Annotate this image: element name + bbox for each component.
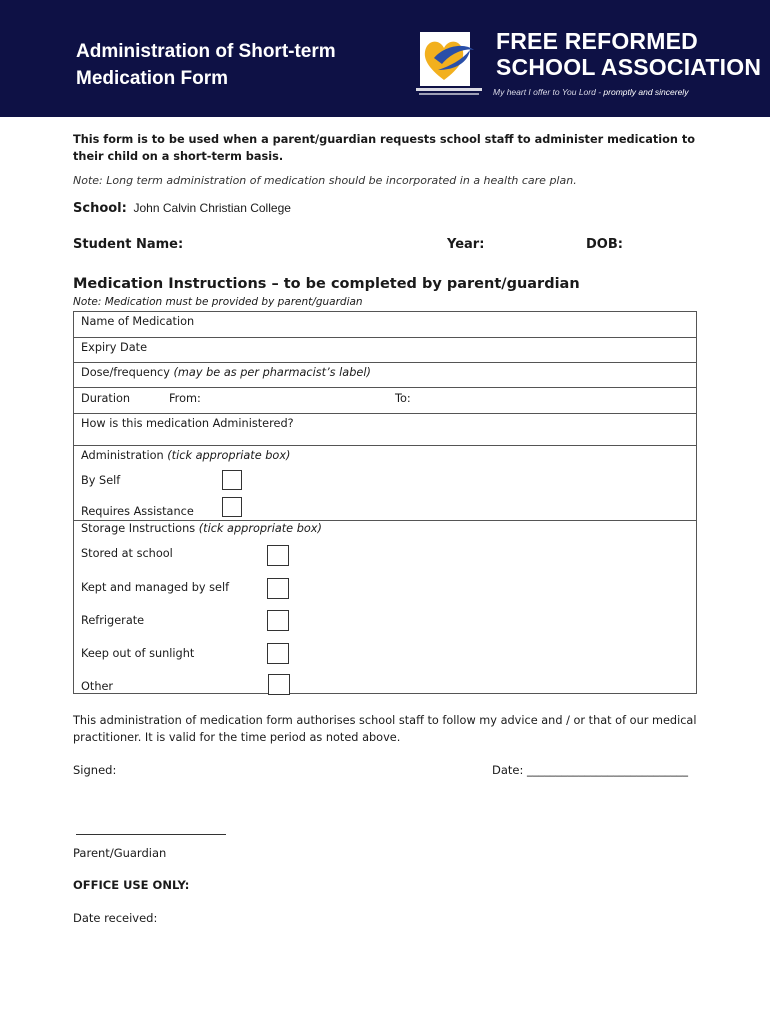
authorisation-text: This administration of medication form authorises school staff to follow my advice and / or that of our medical practitioner. It is valid for the time period as noted above. [73, 714, 697, 744]
storage-sunlight-checkbox[interactable] [267, 643, 289, 664]
signature-line[interactable] [76, 834, 226, 835]
date-received-label: Date received: [73, 911, 158, 925]
expiry-date-row[interactable] [74, 337, 696, 363]
administered-how-label: How is this medication Administered? [81, 417, 294, 430]
school-value: John Calvin Christian College [133, 201, 291, 215]
year-label: Year: [447, 237, 485, 252]
storage-option-school-label: Stored at school [81, 547, 173, 560]
office-use-title: OFFICE USE ONLY: [73, 878, 190, 892]
storage-heading [81, 522, 322, 535]
duration-from-label: From: [169, 392, 201, 405]
storage-self-checkbox[interactable] [267, 578, 289, 599]
medication-name-row[interactable] [74, 312, 696, 338]
dose-frequency-label: Dose/frequency [81, 366, 174, 379]
school-label: School: [73, 201, 127, 216]
intro-note: Note: Long term administration of medication should be incorporated in a health care plan. [73, 174, 577, 187]
organisation-tagline [493, 87, 688, 97]
form-title [76, 38, 376, 92]
medication-name-label: Name of Medication [81, 315, 195, 328]
administered-how-row[interactable] [74, 413, 696, 446]
signed-label: Signed: [73, 763, 117, 777]
intro-text: This form is to be used when a parent/guardian requests school staff to administer medication to their child on a short-term basis. [73, 133, 696, 163]
school-logo-icon [414, 28, 486, 98]
duration-label: Duration [81, 392, 131, 405]
storage-refrigerate-checkbox[interactable] [267, 610, 289, 631]
dose-frequency-row[interactable] [74, 362, 696, 388]
storage-school-checkbox[interactable] [267, 545, 289, 566]
dose-frequency-field [81, 366, 371, 379]
storage-other-checkbox[interactable] [268, 674, 290, 695]
dose-frequency-note: (may be as per pharmacist’s label) [173, 366, 371, 379]
storage-section [74, 520, 696, 693]
tagline-start: My heart I offer to You Lord - [493, 87, 604, 97]
storage-option-self-label: Kept and managed by self [81, 581, 230, 594]
storage-note: (tick appropriate box) [198, 522, 322, 535]
parent-guardian-caption: Parent/Guardian [73, 846, 167, 860]
date-signed-field[interactable]: Date: ____________________________ [492, 763, 689, 777]
tagline-end: promptly and sincerely [603, 87, 689, 97]
administration-label: Administration [81, 449, 168, 462]
medication-table [73, 311, 697, 694]
medication-section-note: Note: Medication must be provided by parent/guardian [73, 296, 363, 308]
storage-option-other-label: Other [81, 680, 114, 693]
form-title-line1: Administration of Short-term [76, 41, 336, 62]
organisation-name [496, 28, 761, 80]
form-title-line2: Medication Form [76, 68, 229, 89]
school-field [73, 201, 291, 216]
duration-to-label: To: [395, 392, 411, 405]
admin-option-self-label: By Self [81, 474, 121, 487]
duration-row[interactable] [74, 387, 696, 414]
org-name-line2: SCHOOL ASSOCIATION [496, 54, 762, 80]
student-name-label: Student Name: [73, 237, 184, 252]
storage-option-sunlight-label: Keep out of sunlight [81, 647, 195, 660]
org-name-line1: FREE REFORMED [496, 28, 698, 54]
header-banner [0, 0, 770, 117]
administration-section [74, 445, 696, 521]
admin-assistance-checkbox[interactable] [222, 497, 242, 517]
administration-heading [81, 449, 290, 462]
administration-note: (tick appropriate box) [167, 449, 291, 462]
admin-option-assistance-label: Requires Assistance [81, 505, 194, 518]
storage-option-refrigerate-label: Refrigerate [81, 614, 145, 627]
storage-label: Storage Instructions [81, 522, 199, 535]
dob-label: DOB: [586, 237, 623, 252]
medication-section-title: Medication Instructions – to be completed by parent/guardian [73, 276, 580, 292]
expiry-date-label: Expiry Date [81, 341, 148, 354]
admin-self-checkbox[interactable] [222, 470, 242, 490]
